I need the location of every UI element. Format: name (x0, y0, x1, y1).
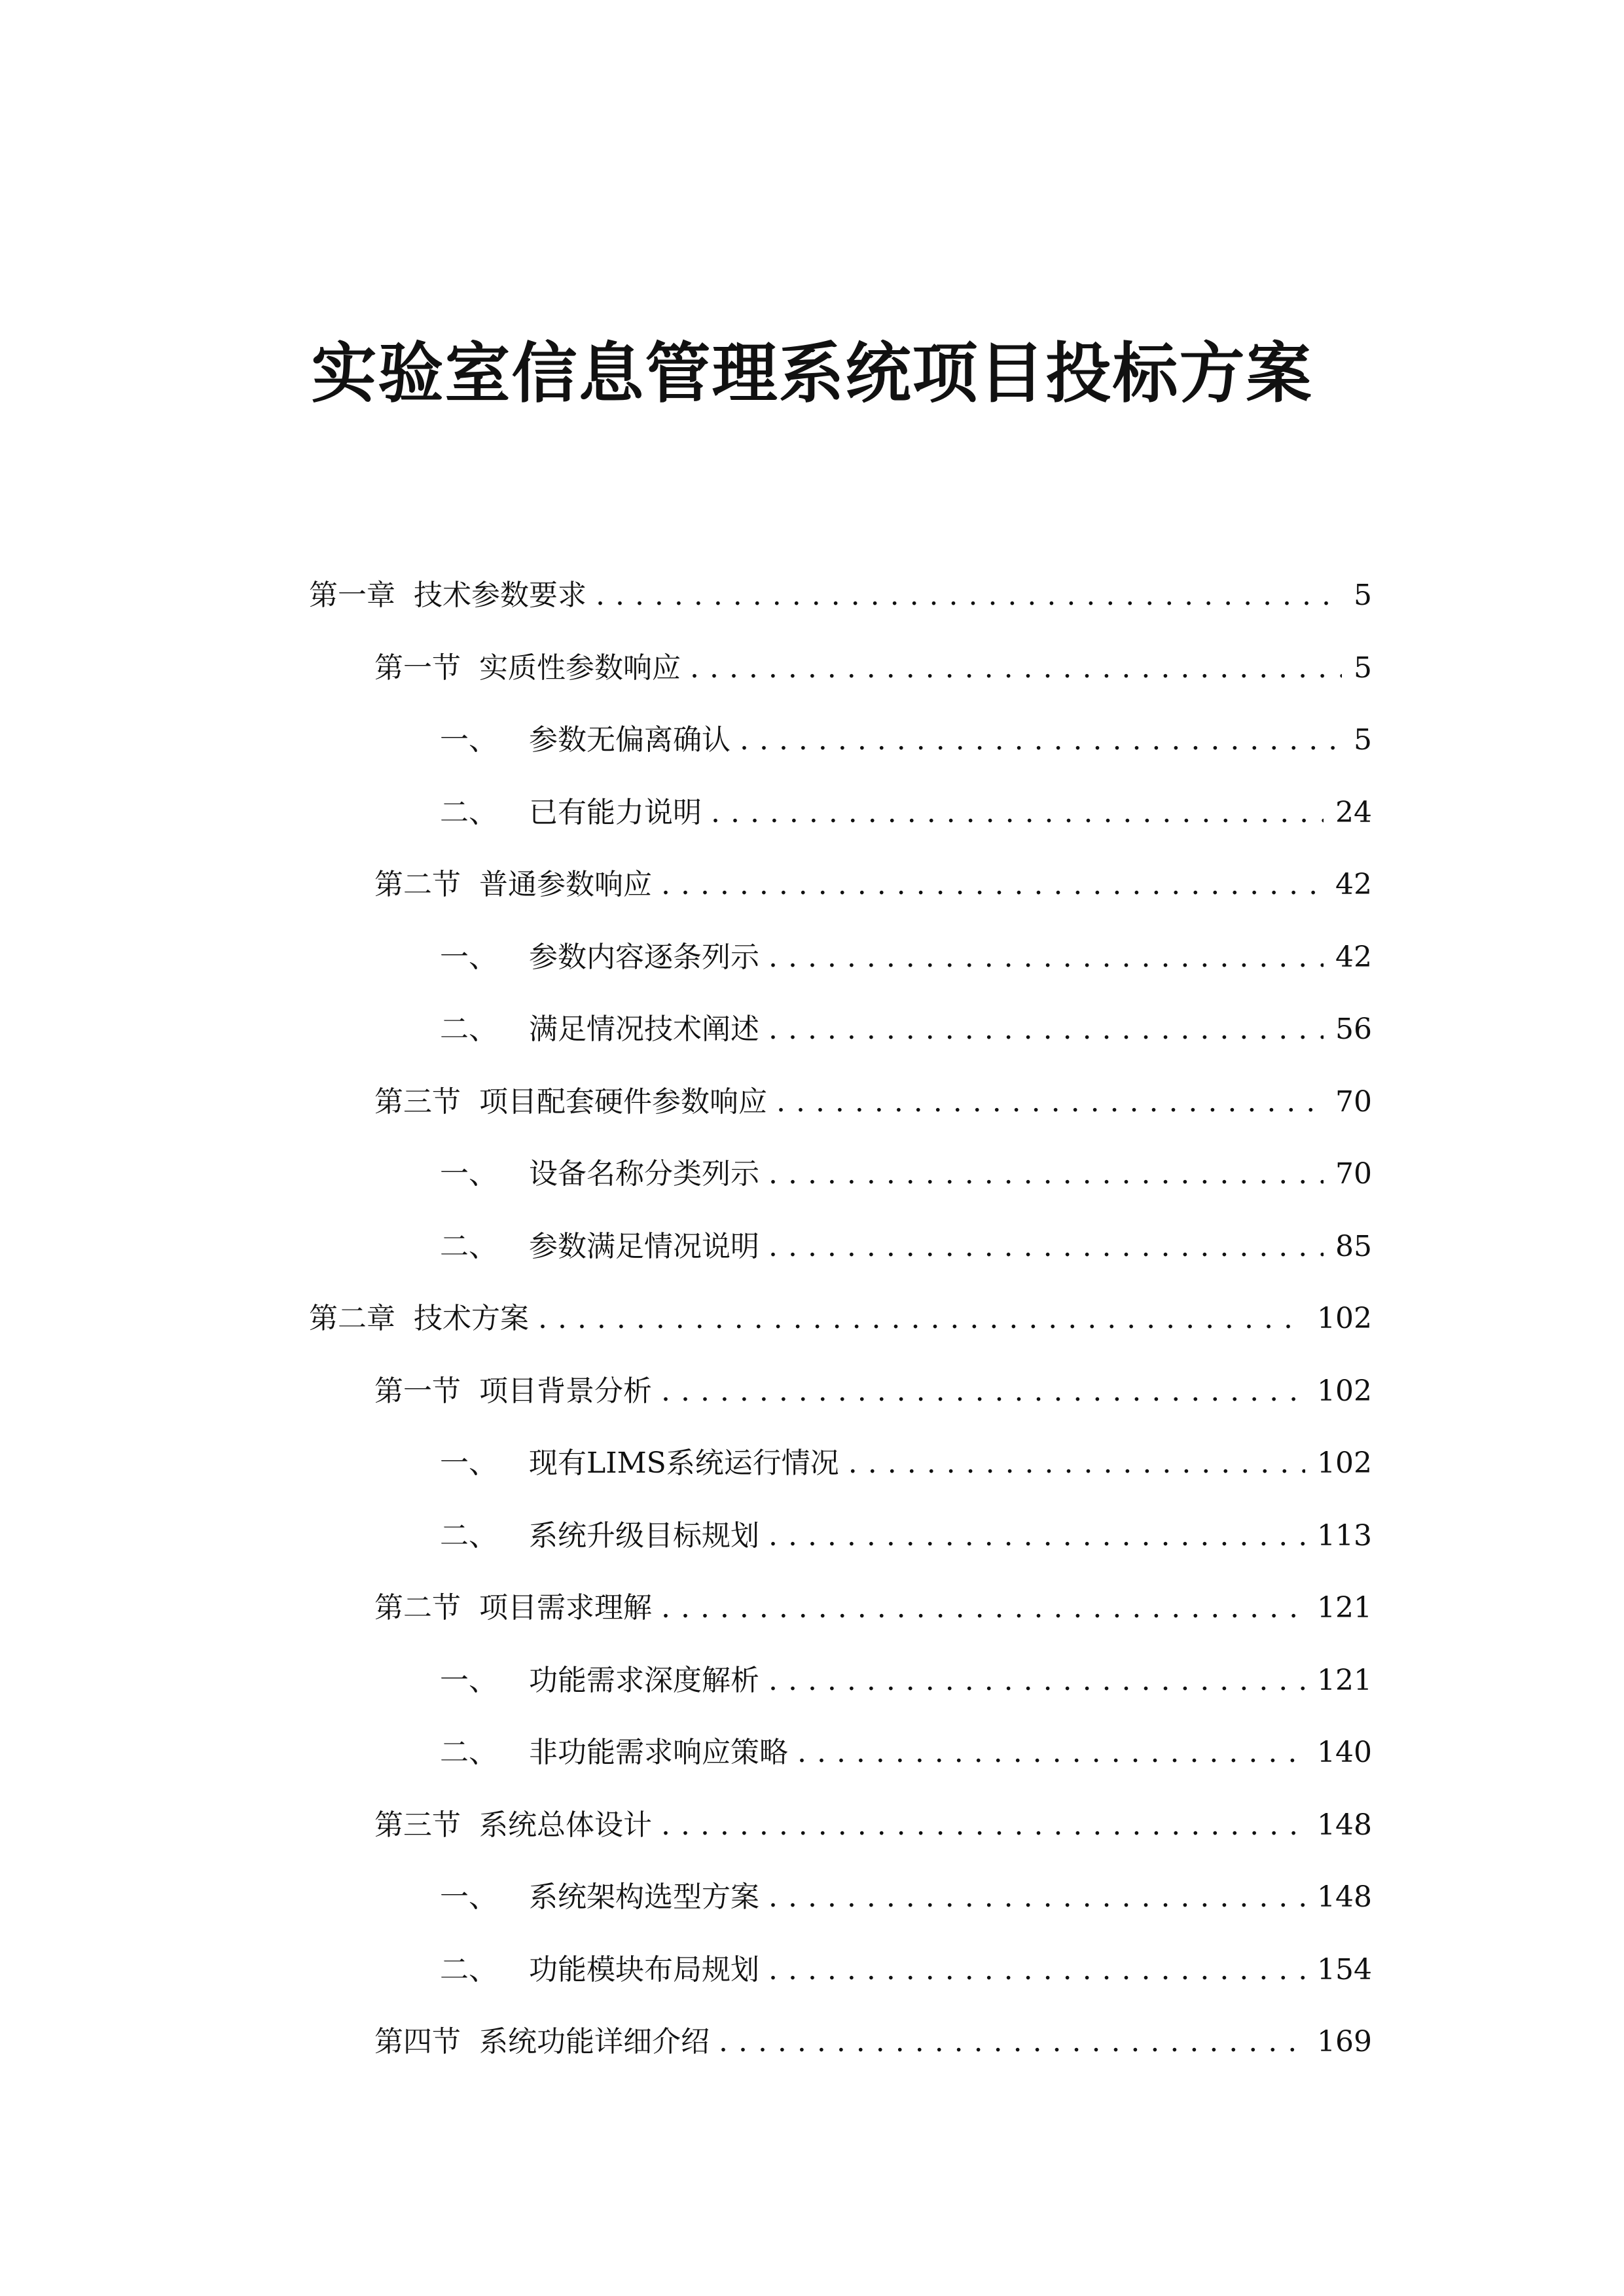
toc-entry[interactable] (440, 714, 1372, 766)
toc-entry-number: 二、 (440, 1013, 497, 1046)
toc-entry-title: 系统升级目标规划 (529, 1518, 759, 1552)
toc-entry-page-number: 42 (1335, 940, 1372, 974)
toc-entry-page-number: 70 (1335, 1085, 1372, 1119)
toc-entry-title: 已有能力说明 (529, 795, 702, 829)
toc-entry-label (374, 2016, 710, 2068)
toc-entry-number: 一、 (440, 1157, 497, 1191)
toc-dot-leader (776, 1076, 1324, 1128)
toc-dot-leader (661, 859, 1324, 911)
toc-entry-label (440, 1510, 759, 1562)
toc-entry-page-number: 102 (1317, 1374, 1372, 1408)
toc-entry-label (440, 931, 759, 984)
toc-entry[interactable] (440, 1148, 1372, 1200)
toc-dot-leader (661, 1799, 1305, 1852)
toc-dot-leader (848, 1437, 1305, 1490)
toc-dot-leader (768, 1221, 1324, 1273)
toc-entry[interactable] (374, 2016, 1372, 2068)
toc-entry-label (374, 1799, 652, 1852)
toc-entry-title: 技术方案 (414, 1302, 529, 1335)
toc-entry-page-number: 154 (1317, 1952, 1372, 1986)
toc-entry-page-number: 42 (1335, 868, 1372, 901)
toc-entry-label (440, 1437, 839, 1490)
toc-entry-title: 项目配套硬件参数响应 (479, 1085, 767, 1119)
toc-entry-page-number: 113 (1317, 1518, 1372, 1552)
toc-entry-number: 二、 (440, 795, 497, 829)
toc-entry-number: 二、 (440, 1736, 497, 1769)
toc-entry-number: 一、 (440, 1880, 497, 1914)
toc-entry-label (440, 1944, 759, 1996)
toc-dot-leader (797, 1727, 1305, 1779)
toc-entry-page-number: 56 (1335, 1013, 1372, 1046)
toc-entry-title: 设备名称分类列示 (529, 1157, 759, 1191)
toc-entry-number: 一、 (440, 1663, 497, 1697)
toc-entry-page-number: 85 (1335, 1229, 1372, 1263)
toc-entry-label (374, 859, 652, 911)
toc-dot-leader (711, 787, 1324, 839)
toc-entry-label (374, 642, 681, 694)
toc-entry[interactable] (309, 569, 1372, 622)
toc-entry-number: 第三节 (374, 1808, 461, 1842)
toc-entry[interactable] (309, 1293, 1372, 1345)
toc-entry[interactable] (374, 1365, 1372, 1418)
toc-dot-leader (768, 1003, 1324, 1056)
toc-entry-title: 功能模块布局规划 (529, 1952, 759, 1986)
toc-entry-number: 一、 (440, 723, 497, 757)
toc-entry-label (374, 1365, 652, 1418)
toc-entry[interactable] (440, 1221, 1372, 1273)
toc-entry-page-number: 121 (1317, 1591, 1372, 1624)
document-title: 实验室信息管理系统项目投标方案 (311, 334, 1313, 412)
toc-entry[interactable] (440, 1003, 1372, 1056)
toc-entry-title: 系统功能详细介绍 (479, 2025, 710, 2058)
toc-entry-label (440, 1871, 759, 1924)
toc-entry-number: 第二章 (309, 1302, 395, 1335)
toc-entry-number: 第一节 (374, 651, 461, 685)
toc-entry-title: 系统架构选型方案 (529, 1880, 759, 1914)
toc-entry-page-number: 24 (1335, 795, 1372, 829)
toc-dot-leader (768, 1655, 1305, 1707)
toc-entry[interactable] (440, 787, 1372, 839)
toc-entry-title: 普通参数响应 (479, 868, 652, 901)
toc-entry-title: 功能需求深度解析 (529, 1663, 759, 1697)
toc-entry-label (440, 1148, 759, 1200)
toc-entry[interactable] (440, 1871, 1372, 1924)
toc-entry-label (440, 1727, 788, 1779)
toc-entry[interactable] (440, 1655, 1372, 1707)
toc-entry-title: 项目需求理解 (479, 1591, 652, 1624)
toc-entry-page-number: 5 (1354, 651, 1372, 685)
toc-dot-leader (768, 1944, 1305, 1996)
toc-entry-page-number: 169 (1317, 2025, 1372, 2058)
toc-entry-label (309, 569, 586, 622)
toc-entry-page-number: 102 (1317, 1302, 1372, 1335)
toc-entry-page-number: 5 (1354, 723, 1372, 757)
toc-entry-title: 实质性参数响应 (479, 651, 681, 685)
toc-entry-title: 系统总体设计 (479, 1808, 652, 1842)
toc-dot-leader (596, 569, 1342, 622)
toc-entry-number: 一、 (440, 940, 497, 974)
toc-entry-page-number: 121 (1317, 1663, 1372, 1697)
toc-entry-number: 二、 (440, 1518, 497, 1552)
toc-entry-label (374, 1582, 652, 1634)
toc-entry[interactable] (440, 1944, 1372, 1996)
toc-entry[interactable] (440, 931, 1372, 984)
toc-entry-number: 第二节 (374, 1591, 461, 1624)
toc-entry[interactable] (440, 1727, 1372, 1779)
toc-entry[interactable] (440, 1510, 1372, 1562)
toc-entry[interactable] (374, 1799, 1372, 1852)
toc-entry-label (440, 714, 731, 766)
toc-entry[interactable] (374, 1076, 1372, 1128)
toc-dot-leader (768, 931, 1324, 984)
toc-entry-number: 第四节 (374, 2025, 461, 2058)
toc-entry-title: 参数无偏离确认 (529, 723, 731, 757)
toc-entry[interactable] (374, 1582, 1372, 1634)
toc-entry-label (374, 1076, 767, 1128)
toc-entry-title: 现有LIMS系统运行情况 (529, 1446, 839, 1480)
toc-entry-page-number: 102 (1317, 1446, 1372, 1480)
toc-entry-label (440, 1003, 759, 1056)
toc-entry-label (440, 1655, 759, 1707)
toc-entry[interactable] (440, 1437, 1372, 1490)
toc-dot-leader (740, 714, 1342, 766)
toc-entry-label (440, 787, 702, 839)
toc-entry-number: 一、 (440, 1446, 497, 1480)
toc-entry-page-number: 148 (1317, 1808, 1372, 1842)
toc-dot-leader (768, 1871, 1305, 1924)
toc-entry-title: 参数内容逐条列示 (529, 940, 759, 974)
toc-dot-leader (719, 2016, 1305, 2068)
toc-dot-leader (538, 1293, 1305, 1345)
toc-entry-title: 参数满足情况说明 (529, 1229, 759, 1263)
toc-entry-title: 项目背景分析 (479, 1374, 652, 1408)
toc-entry-number: 第二节 (374, 868, 461, 901)
toc-dot-leader (661, 1582, 1305, 1634)
toc-entry-number: 二、 (440, 1952, 497, 1986)
toc-dot-leader (768, 1148, 1324, 1200)
toc-entry-page-number: 70 (1335, 1157, 1372, 1191)
toc-entry-title: 满足情况技术阐述 (529, 1013, 759, 1046)
toc-entry-title: 非功能需求响应策略 (529, 1736, 788, 1769)
toc-entry-page-number: 148 (1317, 1880, 1372, 1914)
toc-entry-number: 第一章 (309, 579, 395, 612)
toc-entry-label (440, 1221, 759, 1273)
toc-entry[interactable] (374, 859, 1372, 911)
toc-entry-title: 技术参数要求 (414, 579, 586, 612)
toc-dot-leader (661, 1365, 1305, 1418)
toc-entry[interactable] (374, 642, 1372, 694)
toc-entry-number: 二、 (440, 1229, 497, 1263)
toc-entry-label (309, 1293, 529, 1345)
toc-dot-leader (768, 1510, 1305, 1562)
toc-entry-page-number: 140 (1317, 1736, 1372, 1769)
toc-entry-number: 第三节 (374, 1085, 461, 1119)
toc-entry-page-number: 5 (1354, 579, 1372, 612)
toc-entry-number: 第一节 (374, 1374, 461, 1408)
toc-dot-leader (690, 642, 1342, 694)
